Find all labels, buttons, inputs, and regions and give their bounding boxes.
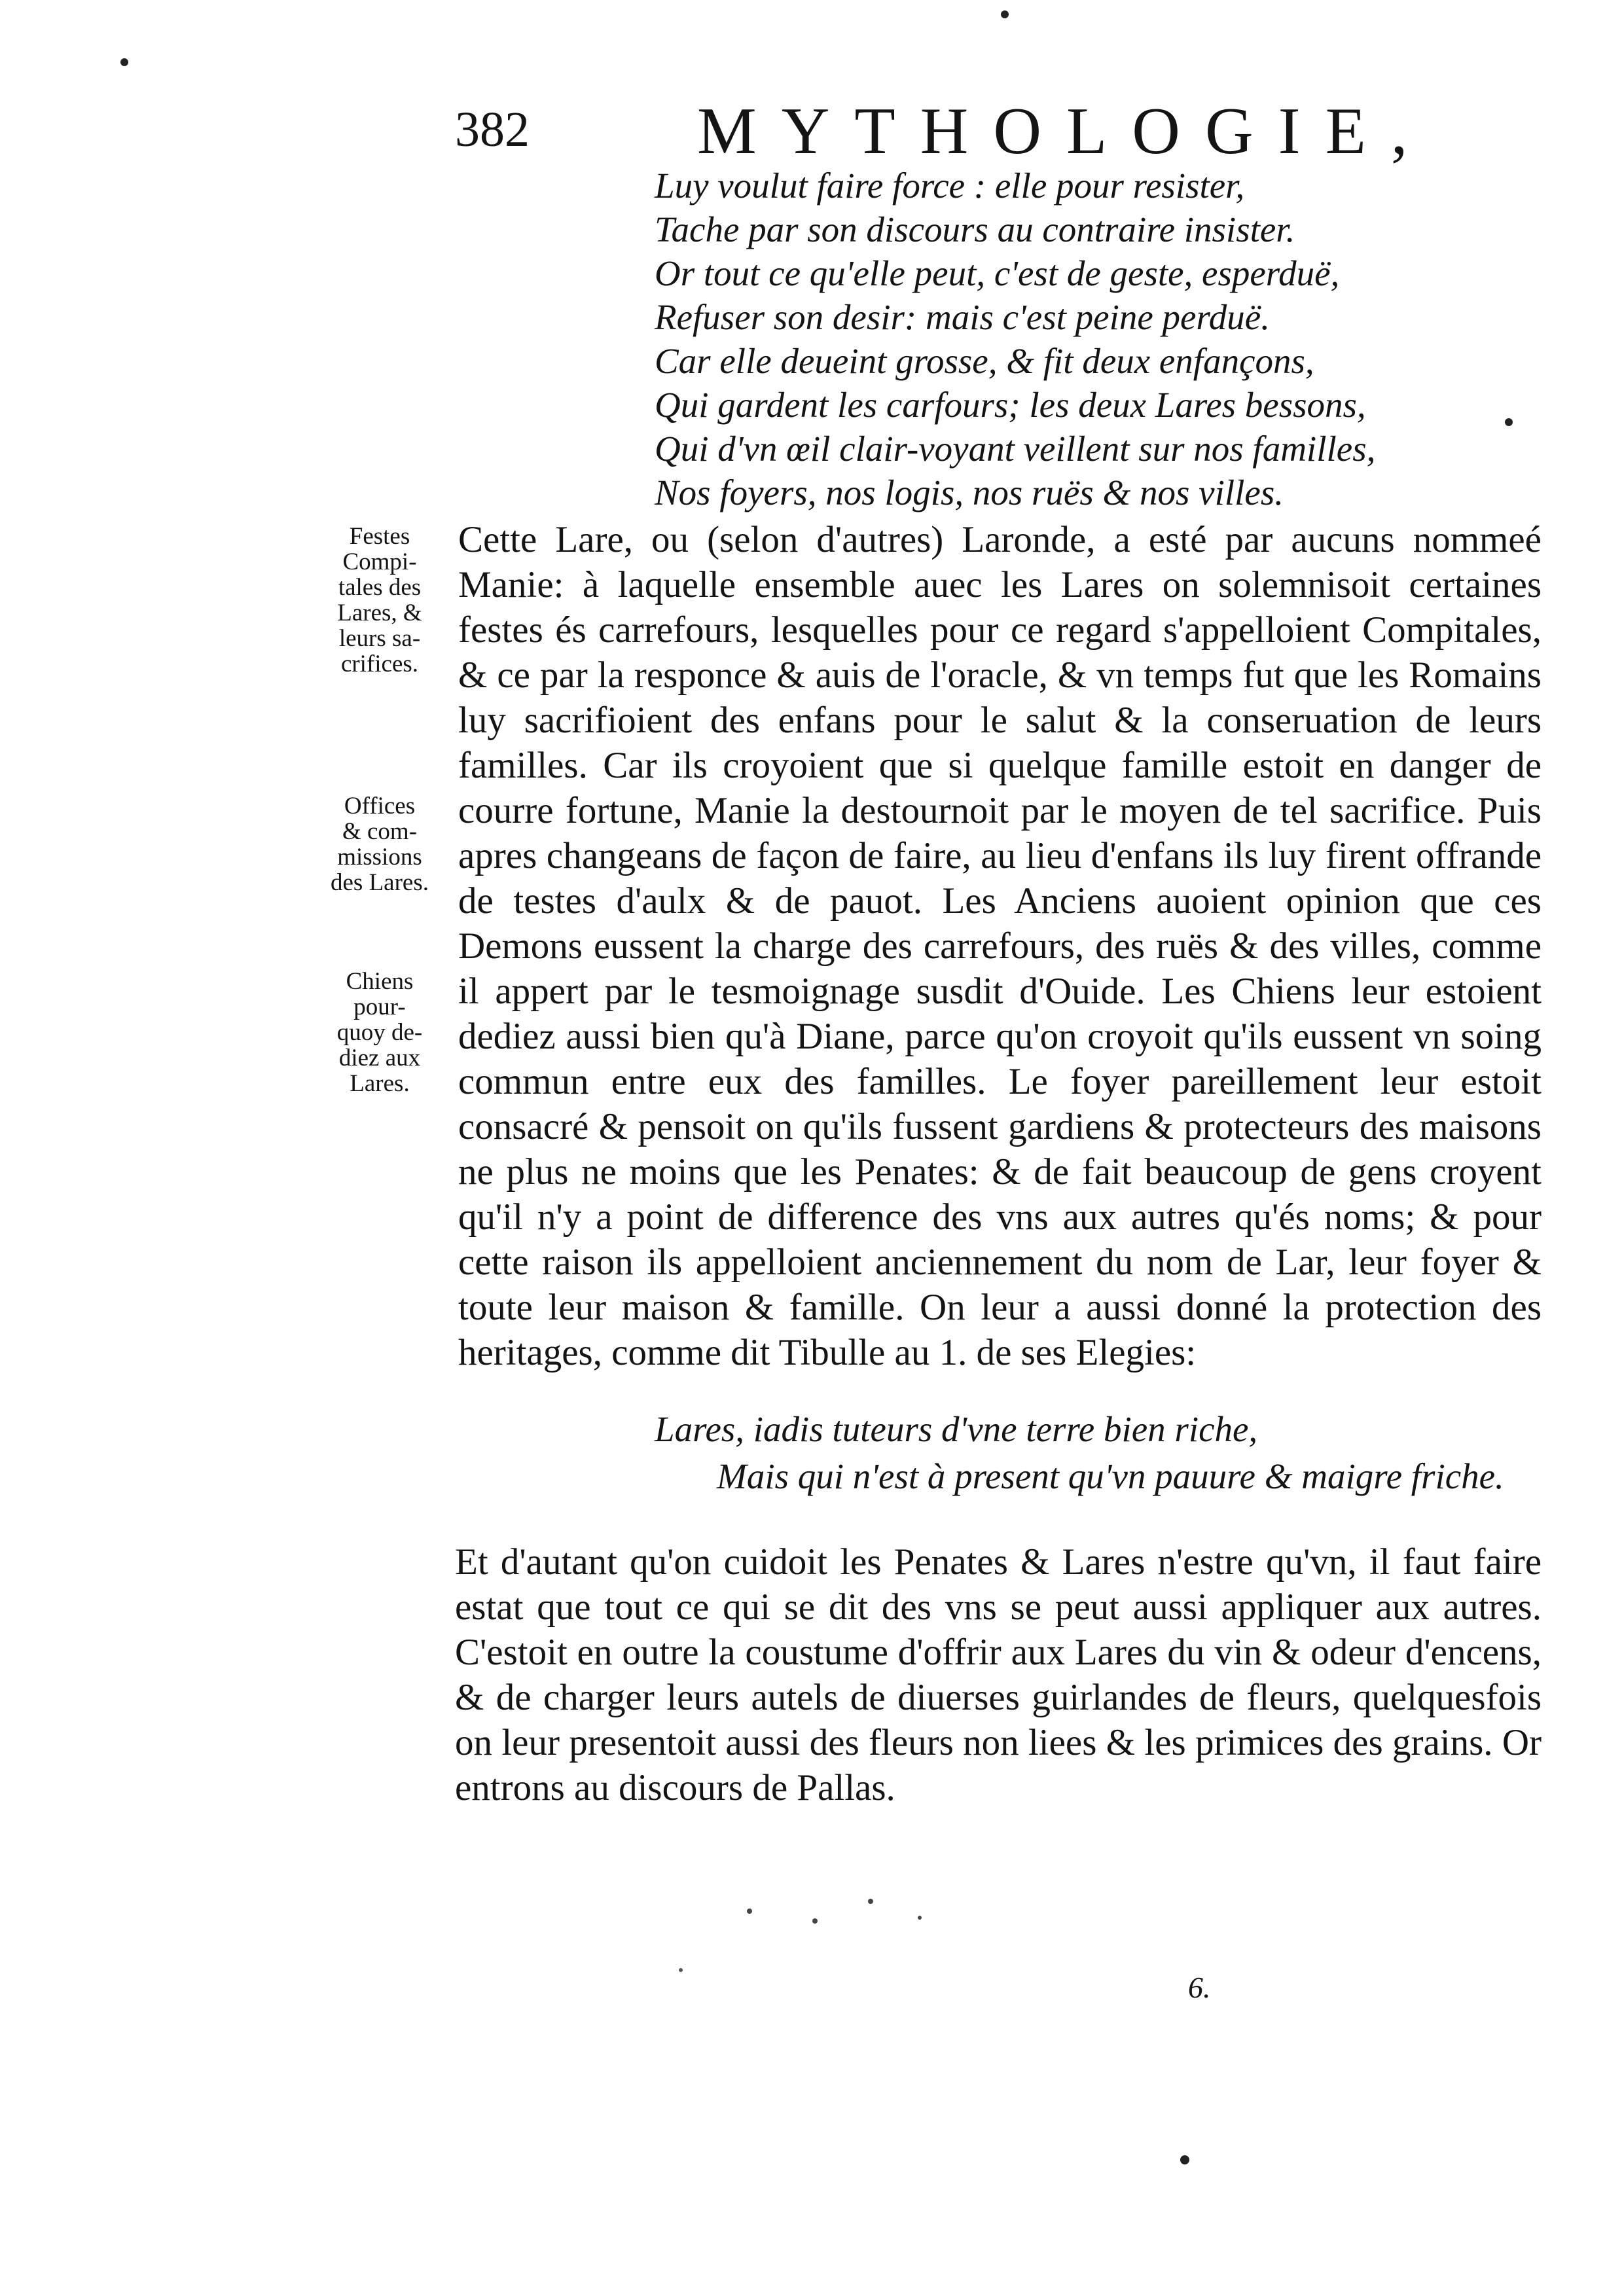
margin-note-line: leurs sa-: [338, 625, 421, 652]
verse-line: Refuser son desir: mais c'est peine perduë.: [655, 297, 1270, 337]
margin-note-offices-lares: [317, 793, 442, 895]
verse-line: Tache par son discours au contraire insister.: [655, 209, 1295, 249]
speck: [747, 1909, 752, 1914]
verse-line: Mais qui n'est à present qu'vn pauure & maigre friche.: [717, 1456, 1504, 1496]
verse-line: Car elle deueint grosse, & fit deux enfançons,: [655, 341, 1314, 381]
running-title: MYTHOLOGIE,: [697, 94, 1433, 168]
page-number: 382: [455, 102, 530, 157]
margin-note-line: crifices.: [340, 651, 419, 677]
margin-note-line: Chiens: [346, 968, 414, 995]
verse-quotation-ovid: [655, 164, 1375, 514]
margin-note-line: Festes: [349, 523, 410, 550]
margin-note-line: tales des: [338, 574, 422, 601]
margin-note-line: pour-: [353, 994, 406, 1020]
margin-note-chiens: [317, 969, 442, 1096]
margin-note-line: Offices: [344, 793, 416, 819]
margin-note-line: des Lares.: [331, 869, 429, 896]
speck: [812, 1918, 818, 1924]
margin-note-line: missions: [337, 844, 422, 870]
speck: [679, 1968, 683, 1972]
body-paragraph: Cette Lare, ou (selon d'autres) Laronde, a esté par aucuns nommeé Manie: à laquelle ensemble auec les Lares on solemnisoit certaines festes és carrefours, lesquelles pour ce regard s'appelloient Compitales, & ce par la responce & auis de l'oracle, & vn temps fut que les Romains luy sacrifioient des enfans pour le salut & la conseruation de leurs familles. Car ils croyoient que si quelque famille estoit en danger de courre fortune, Manie la destournoit par le moyen de tel sacrifice. Puis apres changeans de façon de faire, au lieu d'enfans ils luy firent offrande de testes d'aulx & de pauot. Les Anciens auoient opinion que ces Demons eussent la charge des carrefours, des ruës & des villes, comme il appert par le tesmoignage susdit d'Ouide. Les Chiens leur estoient dediez aussi bien qu'à Diane, parce qu'on croyoit qu'ils eussent vn soing commun entre eux des familles. Le foyer pareillement leur estoit consacré & pensoit on qu'ils fussent gardiens & protecteurs des maisons ne plus ne moins que les Penates: & de fait beaucoup de gens croyent qu'il n'y a point de difference des vns aux autres qu'és noms; & pour cette raison ils appelloient anciennement du nom de Lar, leur foyer & toute leur maison & famille. On leur a aussi donné la protection des heritages, comme dit Tibulle au 1. de ses Elegies:: [458, 519, 1542, 1373]
body-paragraph: Et d'autant qu'on cuidoit les Penates & Lares n'estre qu'vn, il faut faire estat que tout ce qui se dit des vns se peut aussi appliquer aux autres. C'estoit en outre la coustume d'offrir aux Lares du vin & odeur d'encens, & de charger leurs autels de diuerses guirlandes de fleurs, quelquesfois on leur presentoit aussi des fleurs non liees & les primices des grains. Or entrons au discours de Pallas.: [455, 1541, 1542, 1808]
verse-line: Or tout ce qu'elle peut, c'est de geste, esperduë,: [655, 253, 1340, 293]
verse-line: Qui gardent les carfours; les deux Lares bessons,: [655, 385, 1366, 425]
verse-line: Nos foyers, nos logis, nos ruës & nos villes.: [655, 473, 1284, 512]
speck: [120, 58, 128, 66]
margin-note-line: Compi-: [342, 548, 417, 575]
signature-mark: 6.: [1188, 1971, 1211, 2004]
margin-note-line: & com-: [342, 818, 418, 845]
verse-line: Lares, iadis tuteurs d'vne terre bien riche,: [655, 1409, 1258, 1449]
margin-note-line: Lares.: [350, 1070, 410, 1097]
margin-note-line: Lares, &: [337, 600, 422, 626]
verse-line: Luy voulut faire force : elle pour resister,: [655, 166, 1245, 206]
speck: [868, 1899, 873, 1904]
margin-note-line: diez aux: [338, 1045, 421, 1071]
margin-note-festes-compitales: [317, 524, 442, 677]
margin-note-line: quoy de-: [336, 1019, 423, 1046]
speck: [1001, 10, 1009, 18]
speck: [1505, 418, 1513, 426]
speck: [918, 1916, 922, 1920]
speck: [1180, 2155, 1189, 2164]
verse-line: Qui d'vn œil clair-voyant veillent sur nos familles,: [655, 429, 1376, 469]
